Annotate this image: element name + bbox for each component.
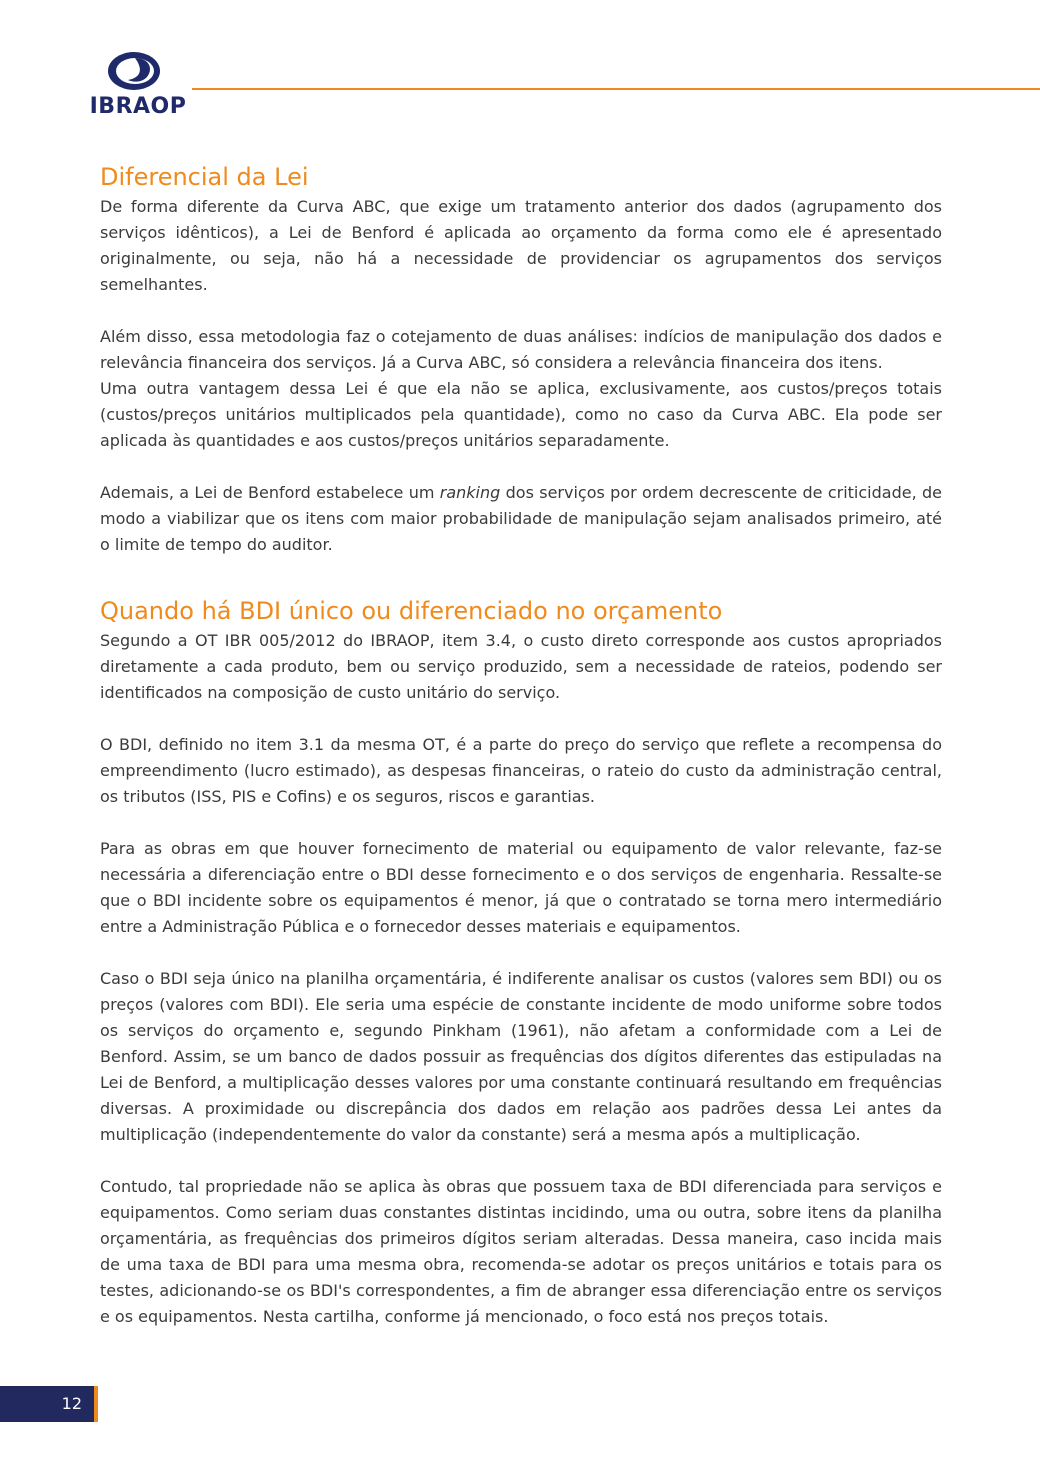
logo-emblem-icon: [106, 50, 166, 94]
paragraph: Contudo, tal propriedade não se aplica às obras que possuem taxa de BDI diferenciada para serviços e equipamentos. Como seriam duas constantes distintas incidindo, uma ou outra, sobre itens da planilha orçamentária, as frequências dos primeiros dígitos seriam alteradas. Dessa maneira, caso incida mais de uma taxa de BDI para uma mesma obra, recomenda-se adotar os preços unitários e totais para os testes, adicionando-se os BDI's correspondentes, a fim de abranger essa diferenciação entre os serviços e os equipamentos. Nesta cartilha, conforme já mencionado, o foco está nos preços totais.: [100, 1177, 942, 1326]
section-title-diferencial: Diferencial da Lei: [100, 163, 309, 191]
section-title-bdi: Quando há BDI único ou diferenciado no orçamento: [100, 597, 723, 625]
logo-text: IBRAOP: [89, 94, 187, 119]
paragraph: O BDI, definido no item 3.1 da mesma OT, é a parte do preço do serviço que reflete a recompensa do empreendimento (lucro estimado), as despesas financeiras, o rateio do custo da administração central, os tributos (ISS, PIS e Cofins) e os seguros, riscos e garantias.: [100, 735, 942, 806]
paragraph: Caso o BDI seja único na planilha orçamentária, é indiferente analisar os custos (valores sem BDI) ou os preços (valores com BDI). Ele seria uma espécie de constante incidente de modo uniforme sobre todos os serviços do orçamento e, segundo Pinkham (1961), não afetam a conformidade com a Lei de Benford. Assim, se um banco de dados possuir as frequências dos dígitos diferentes das estipuladas na Lei de Benford, a multiplicação desses valores por uma constante continuará resultando em frequências diversas. A proximidade ou discrepância dos dados em relação aos padrões dessa Lei antes da multiplicação (independentemente do valor da constante) será a mesma após a multiplicação.: [100, 969, 942, 1144]
paragraph: Além disso, essa metodologia faz o cotejamento de duas análises: indícios de manipulação dos dados e relevância financeira dos serviços. Já a Curva ABC, só considera a relevância financeira dos itens.: [100, 327, 942, 372]
ibraop-logo: [88, 50, 188, 122]
page-number: 12: [0, 1386, 98, 1422]
text-run: dos serviços por ordem decrescente de criticidade, de modo a viabilizar que os itens com maior probabilidade de manipulação sejam analisados primeiro, até o limite de tempo do auditor.: [100, 483, 943, 554]
paragraph: Segundo a OT IBR 005/2012 do IBRAOP, item 3.4, o custo direto corresponde aos custos apropriados diretamente a cada produto, bem ou serviço produzido, sem a necessidade de rateios, podendo ser identificados na composição de custo unitário do serviço.: [100, 631, 942, 702]
paragraph: Uma outra vantagem dessa Lei é que ela não se aplica, exclusivamente, aos custos/preços totais (custos/preços unitários multiplicados pela quantidade), como no caso da Curva ABC. Ela pode ser aplicada às quantidades e aos custos/preços unitários separadamente.: [100, 379, 942, 450]
paragraph-ranking: [100, 480, 942, 558]
italic-term: ranking: [439, 483, 501, 502]
page-content: [100, 160, 942, 1330]
text-run: Ademais, a Lei de Benford estabelece um: [100, 483, 440, 502]
paragraph: De forma diferente da Curva ABC, que exige um tratamento anterior dos dados (agrupamento dos serviços idênticos), a Lei de Benford é aplicada ao orçamento da forma como ele é apresentado originalmente, ou seja, não há a necessidade de providenciar os agrupamentos dos serviços semelhantes.: [100, 197, 942, 294]
paragraph: Para as obras em que houver fornecimento de material ou equipamento de valor relevante, faz-se necessária a diferenciação entre o BDI desse fornecimento e o dos serviços de engenharia. Ressalte-se que o BDI incidente sobre os equipamentos é menor, já que o contratado se torna mero intermediário entre a Administração Pública e o fornecedor desses materiais e equipamentos.: [100, 839, 942, 936]
header-divider: [192, 88, 1040, 90]
